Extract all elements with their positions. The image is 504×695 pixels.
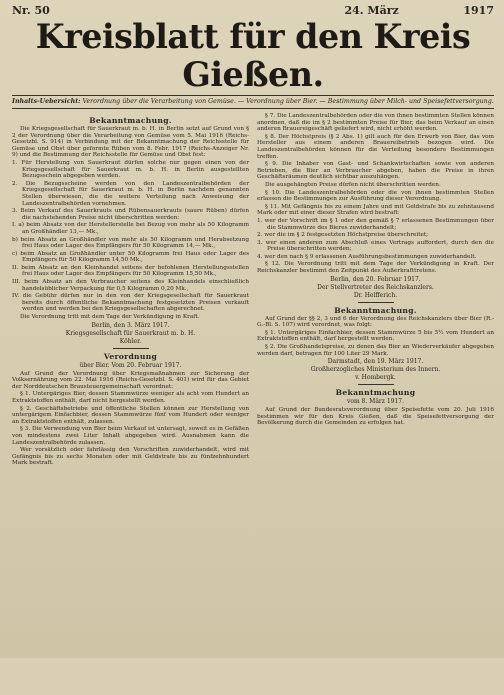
price-item: b) beim Absatz an Großhändler von mehr als 50 Kilogramm und Herabsetzung frei Haus oder Lager des Empfängers für 50 Kilogramm 14,— Mk., — [12, 236, 249, 250]
paragraph: Die Verordnung tritt mit dem Tage der Verkündigung in Kraft. — [20, 314, 200, 321]
signature: Köhler. — [119, 337, 142, 345]
paragraph: § 2. Geschäftsbetriebe und öffentliche Stellen können zur Herstellung von untergärigem Einfachbier, dessen Stammwürze fünf vom Hundert oder weniger an Extraktstoffen enthält, zulassen. — [12, 405, 249, 425]
paragraph: Auf Grund der §§ 2, 3 und 6 der Verordnung des Reichskanzlers über Bier (R.-G.-Bl. S. 107) wird verordnet, was folgt: — [257, 315, 494, 329]
section-divider — [358, 384, 394, 385]
place-date: Darmstadt, den 19. März 1917. — [327, 358, 424, 366]
paragraph: § 8. Der Höchstpreis (§ 2 Abs. 1) gilt auch für den Erwerb von Bier, das vom Hersteller aus einem anderen Brauereibetrieb bezogen wird. Die Landeszentralbehörden können für die Verteilung besondere Bestimmungen treffen. — [257, 133, 494, 160]
paragraph: § 11. Mit Gefängnis bis zu einem Jahre und mit Geldstrafe bis zu zehntausend Mark oder mit einer dieser Strafen wird bestraft: — [257, 203, 494, 217]
place-date: Berlin, den 20. Februar 1917. — [330, 275, 421, 283]
heading-verordnung: Verordnung — [103, 351, 158, 361]
paragraph: § 3. Die Verwendung von Bier beim Verkauf ist untersagt, soweit es in Gefäßen von mindestens zwei Liter Inhalt abgegeben wird. Ausnahmen kann die Landeszentralbehörde zulassen. — [12, 426, 249, 446]
paragraph: 1. Für Herstellung von Sauerkraut dürfen solche nur gegen einen von der Kriegsgesellschaft für Sauerkraut m. b. H. in Berlin ausgestellten Bezugsschein abgegeben werden. — [12, 159, 249, 180]
paragraph: Die Kriegsgesellschaft für Sauerkraut m. b. H. in Berlin setzt auf Grund von § 2 der Verordnung über die Verarbeitung von Gemüse vom 5. Mai 1916 (Reichs-Gesetzbl. S. 914) in Verbindung mit der Bekanntmachung der Reichsstelle für Gemüse und Obst über geformte Rüben vom 8. Febr. 1917 (Reichs-Anzeiger Nr. 9) und die Bestimmung der Reichsstelle für Gemüse und Obst fest: — [12, 126, 249, 159]
article-columns — [12, 113, 494, 695]
price-item: I. a) beim Absatz von der Herstellerstelle bei Bezug von mehr als 50 Kilogramm an Großhändler 13,— Mk., — [12, 222, 249, 235]
paragraph: Auf Grund der Bundesratsverordnung über Speisefette vom 20. Juli 1916 bestimmen wir für den Kreis Gießen, daß die Speisefettversorgung der Bevölkerung durch die Gemeinden zu erfolgen hat. — [257, 407, 494, 427]
paragraph: § 7. Die Landeszentralbehörden oder die von ihnen bestimmten Stellen können anordnen, daß die im § 2 bestimmten Preise für Bier, das beim Verkauf an einen anderen Brauereigeschäft geliefert wird, nicht erhöht werden. — [257, 113, 494, 133]
heading-bekanntmachung: Bekanntmachung. — [334, 305, 417, 315]
ministry-name: Großherzogliches Ministerium des Innern. — [310, 366, 441, 374]
section-divider — [358, 302, 394, 303]
paragraph: 2. Die Bezugsscheine werden von den Landeszentralbehörden der Kriegsgesellschaft für Sauerkraut m. b. H. in Berlin nachdem genannten Stellen überwiesen, die die weitere Verteilung nach Anweisung der Landeszentralbehörden vornehmen. — [12, 180, 249, 207]
paragraph: § 1. Untergäriges Einfachbier, dessen Stammwürze 5 bis 5½ vom Hundert an Extraktstoffen enthält, darf hergestellt werden. — [257, 329, 494, 343]
contents-text: Verordnung über die Verarbeitung von Gemüse. — Verordnung über Bier. — Bestimmung über Milch- und Speisefettversorgung. — [82, 98, 494, 105]
place-date: Berlin, den 3. März 1917. — [91, 321, 170, 329]
paragraph: § 1. Untergäriges Bier, dessen Stammwürze weniger als acht vom Hundert an Extraktstoffen enthält, darf nicht hergestellt werden. — [12, 391, 249, 404]
price-item: III. beim Absatz an den Verbraucher seitens des Kleinhandels einschließlich handelsüblicher Verpackung für 0,5 Kilogramm 0,20 Mk., — [12, 279, 249, 292]
issue-year: 1917 — [463, 4, 494, 17]
right-column — [257, 113, 494, 695]
heading-sauerkraut: Bekanntmachung. — [89, 116, 172, 125]
penalty-item: 4. wer den nach § 9 erlassenen Ausführungsbestimmungen zuwiderhandelt. — [257, 253, 477, 260]
paragraph: IV. die Gebühr dürfen nur in den von der Kriegsgesellschaft für Sauerkraut bereits durch öffentliche Bekanntmachung festgesetzten Preisen verkauft werden und werden bei den Kriegsgesellschaften abgerechnet. — [12, 293, 249, 313]
issue-date: 24. März — [344, 4, 399, 17]
left-column — [12, 113, 249, 695]
price-item: II. beim Absatz an den Kleinhandel seitens der befohlenen Herstellungsstellen frei Haus oder Lager des Empfängers für 50 Kilogramm 15,50 Mk., — [12, 264, 249, 278]
penalty-item: 1. wer der Vorschrift im § 1 oder den gemäß § 7 erlassenen Bestimmungen über die Stammwürze des Bieres zuwiderhandelt; — [257, 217, 494, 231]
issuing-organization: Kriegsgesellschaft für Sauerkraut m. b. H. — [65, 329, 196, 337]
issue-number: Nr. 50 — [12, 4, 50, 17]
penalty-item: 2. wer die im § 2 festgesetzten Höchstpreise überschreitet; — [257, 232, 429, 239]
signature: v. Hombergk. — [355, 374, 396, 382]
paragraph: § 2. Die Großhandelspreise, zu denen das Bier an Wiederverkäufer abgegeben werden darf, betragen für 100 Liter 29 Mark. — [257, 344, 494, 357]
paragraph: Die ausgehängten Preise dürfen nicht überschritten werden. — [265, 181, 441, 188]
heading-bekanntmachung-2: Bekanntmachung — [335, 388, 416, 398]
table-of-contents — [12, 98, 494, 106]
title-rule — [12, 95, 494, 96]
paragraph: § 9. Die Inhaber von Gast- und Schankwirtschaften sowie von anderen Betrieben, die Bier an Verbraucher abgeben, haben die Preise in ihren Geschäftsräumen deutlich sichtbar auszuhängen. — [257, 161, 494, 181]
subheading: vom 8. März 1917. — [346, 398, 405, 406]
penalty-item: 3. wer einen anderen zum Abschluß eines Vertrags auffordert, durch den die Preise überschritten werden; — [257, 239, 494, 253]
price-item: c) beim Absatz an Großhändler unter 50 Kilogramm frei Haus oder Lager des Empfängers für 50 Kilogramm 14,50 Mk., — [12, 250, 249, 264]
paragraph: Auf Grund der Verordnung über Kriegsmaßnahmen zur Sicherung der Volksernährung vom 22. Mai 1916 (Reichs-Gesetzbl. S. 401) wird für das Gebiet der Norddeutschen Brausteuergemeinschaft verordnet: — [12, 370, 249, 390]
contents-rule — [12, 108, 494, 109]
signature: Dr. Helfferich. — [353, 291, 398, 299]
masthead-info — [12, 4, 494, 17]
section-divider — [113, 348, 149, 349]
paragraph: § 10. Die Landeszentralbehörden oder die von ihnen bestimmten Stellen erlassen die Bestimmungen zur Ausführung dieser Verordnung. — [257, 189, 494, 203]
newspaper-title: Kreisblatt für den Kreis Gießen. — [35, 17, 471, 95]
subheading: über Bier. Vom 20. Februar 1917. — [79, 361, 182, 369]
contents-label: Inhalts-Uebersicht: — [12, 98, 81, 105]
paragraph: 3. Beim Verkauf des Sauerkrauts und Rübensauerkrauts (saure Rüben) dürfen die nachstehenden Preise nicht überschritten werden: — [12, 208, 249, 221]
paragraph: Wer vorsätzlich oder fahrlässig den Vorschriften zuwiderhandelt, wird mit Gefängnis bis zu sechs Monaten oder mit Geldstrafe bis zu fünfzehnhundert Mark bestraft. — [12, 447, 249, 467]
paragraph: § 12. Die Verordnung tritt mit dem Tage der Verkündigung in Kraft. Der Reichskanzler bestimmt den Zeitpunkt des Außerkrafttretens. — [257, 261, 494, 275]
deputy-title: Der Stellvertreter des Reichskanzlers. — [317, 283, 434, 291]
